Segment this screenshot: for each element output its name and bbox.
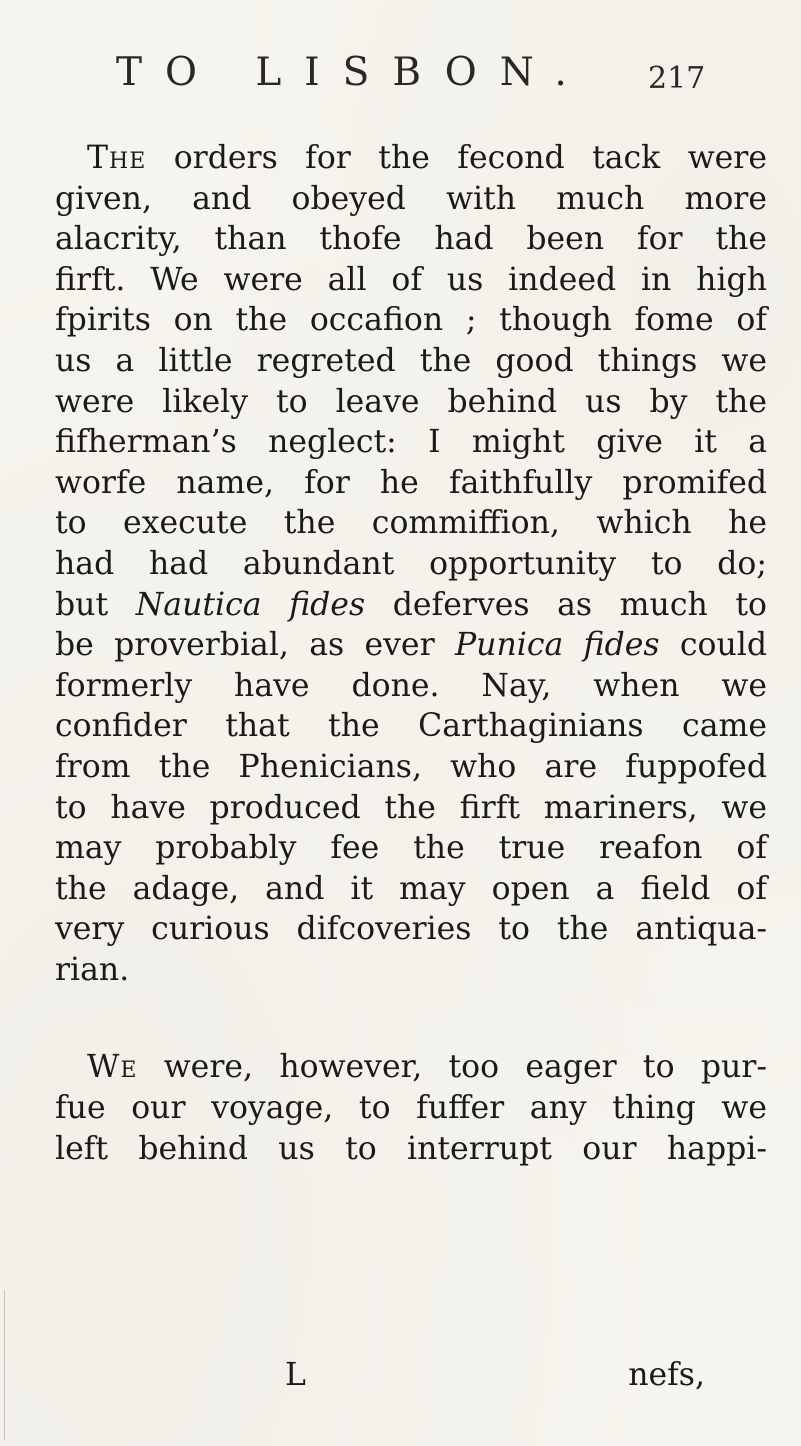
line-text: were, however, too eager to pur- <box>137 1049 767 1086</box>
text-line: were likely to leave behind us by the <box>55 383 767 420</box>
text-line: confider that the Carthaginians came <box>55 708 767 745</box>
paragraph-1 <box>55 138 767 990</box>
paragraph-2 <box>55 1047 767 1169</box>
text-line: fifherman’s neglect: I might give it a <box>55 424 767 461</box>
text-line <box>55 1047 767 1088</box>
text-line: formerly have done. Nay, when we <box>55 667 767 704</box>
line-text-pre: be proverbial, as ever <box>55 627 455 664</box>
text-line: had had abundant opportunity to do; <box>55 545 767 582</box>
text-line: fue our voyage, to fuffer any thing we <box>55 1090 767 1127</box>
page-header <box>116 48 706 98</box>
signature-mark: L <box>285 1357 306 1393</box>
text-line: the adage, and it may open a field of <box>55 870 767 907</box>
text-line: very curious difcoveries to the antiqua- <box>55 911 767 948</box>
line-text-post: deferves as much to <box>365 586 768 623</box>
line-text-post: could <box>659 627 767 664</box>
drop-word: We <box>87 1049 138 1086</box>
text-line: may probably fee the true reafon of <box>55 830 767 867</box>
text-line: to execute the commiffion, which he <box>55 505 767 542</box>
running-head: TO LISBON. <box>116 50 590 95</box>
text-line: to have produced the firft mariners, we <box>55 789 767 826</box>
text-line: from the Phenicians, who are fuppofed <box>55 748 767 785</box>
margin-shadow <box>4 1290 5 1440</box>
text-line <box>55 585 767 626</box>
drop-word: The <box>87 140 147 176</box>
text-line: given, and obeyed with much more <box>55 180 767 217</box>
line-text-pre: but <box>55 586 136 623</box>
text-line: left behind us to interrupt our happi- <box>55 1130 767 1167</box>
page-footer <box>285 1355 705 1395</box>
text-line: fpirits on the occafion ; though fome of <box>55 302 767 339</box>
page-number: 217 <box>648 61 706 96</box>
line-text: orders for the fecond tack were <box>146 140 767 176</box>
text-line: rian. <box>55 951 130 988</box>
text-line <box>55 138 767 179</box>
catchword: nefs, <box>628 1357 705 1393</box>
italic-phrase: Nautica fides <box>135 586 366 623</box>
text-line: firft. We were all of us indeed in high <box>55 261 767 298</box>
italic-phrase: Punica fides <box>454 627 660 664</box>
body-text <box>55 138 767 1169</box>
paragraph-gap <box>55 990 767 1047</box>
text-line: us a little regreted the good things we <box>55 342 767 379</box>
text-line <box>55 625 767 666</box>
text-line: worfe name, for he faithfully promifed <box>55 464 767 501</box>
text-line: alacrity, than thofe had been for the <box>55 221 767 258</box>
